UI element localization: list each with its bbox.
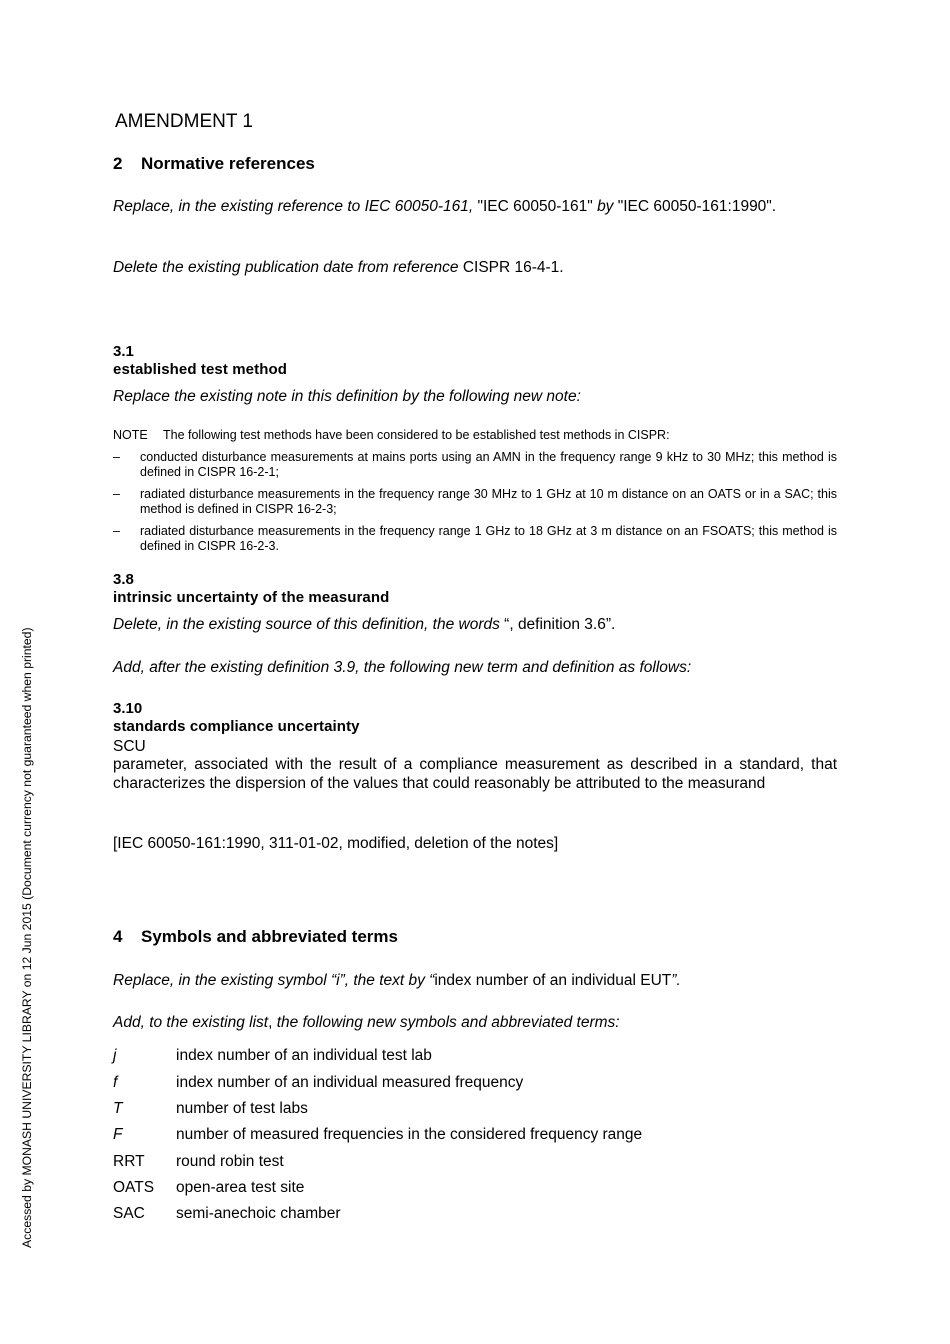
dash-marker: – bbox=[113, 487, 120, 501]
note-line bbox=[113, 428, 670, 443]
sec4-paragraph-2 bbox=[113, 1013, 837, 1032]
section-title: Symbols and abbreviated terms bbox=[141, 927, 398, 946]
quoted-text: “, definition 3.6”. bbox=[499, 616, 616, 633]
add-instruction: Add, after the existing definition 3.9, the following new term and definition as follows: bbox=[113, 659, 692, 676]
section-2-heading bbox=[113, 154, 315, 174]
note-list-item bbox=[113, 450, 837, 480]
section-number: 2 bbox=[113, 154, 123, 173]
access-watermark: Accessed by MONASH UNIVERSITY LIBRARY on 12 Jun 2015 (Document currency not guaranteed when printed) bbox=[20, 627, 34, 1248]
instruction-text: Delete the existing publication date from reference bbox=[113, 259, 459, 276]
instruction-text: ”. bbox=[671, 972, 681, 989]
symbol: F bbox=[113, 1126, 123, 1143]
term-3-10-number: 3.10 bbox=[113, 700, 143, 717]
amendment-title: AMENDMENT 1 bbox=[115, 111, 253, 132]
symbol-definition: number of test labs bbox=[176, 1100, 308, 1117]
list-item-text: radiated disturbance measurements in the frequency range 30 MHz to 1 GHz at 10 m distance on an OATS or in a SAC; this method is defined in CISPR 16-2-3; bbox=[140, 487, 837, 516]
instruction-text: Replace, in the existing symbol “i”, the text by “ bbox=[113, 972, 435, 989]
symbol-definition: open-area test site bbox=[176, 1179, 305, 1196]
term-3-1-title: established test method bbox=[113, 361, 288, 378]
symbol: j bbox=[113, 1047, 117, 1064]
quoted-text: "IEC 60050-161" bbox=[473, 198, 598, 215]
symbol-definition: index number of an individual measured frequency bbox=[176, 1074, 524, 1091]
term-3-8-instruction bbox=[113, 615, 837, 634]
quoted-text: "IEC 60050-161:1990". bbox=[613, 198, 777, 215]
symbol: OATS bbox=[113, 1179, 155, 1196]
note-list-item bbox=[113, 524, 837, 554]
term-3-1-number: 3.1 bbox=[113, 343, 134, 360]
dash-marker: – bbox=[113, 450, 120, 464]
symbol-definition: round robin test bbox=[176, 1153, 284, 1170]
note-list-item bbox=[113, 487, 837, 517]
note-text: The following test methods have been considered to be established test methods in CISPR: bbox=[163, 428, 670, 442]
symbol-definition: semi-anechoic chamber bbox=[176, 1205, 341, 1222]
symbol: f bbox=[113, 1074, 118, 1091]
term-3-10-source: [IEC 60050-161:1990, 311-01-02, modified, deletion of the notes] bbox=[113, 835, 559, 852]
dash-marker: – bbox=[113, 524, 120, 538]
term-3-8-title: intrinsic uncertainty of the measurand bbox=[113, 589, 390, 606]
instruction-text: Add, to the existing list bbox=[113, 1014, 269, 1031]
section-4-heading bbox=[113, 927, 398, 947]
sec2-paragraph-1 bbox=[113, 197, 837, 216]
symbol: RRT bbox=[113, 1153, 145, 1170]
list-item-text: conducted disturbance measurements at mains ports using an AMN in the frequency range 9 kHz to 30 MHz; this method is defined in CISPR 16-2-1; bbox=[140, 450, 837, 479]
term-3-1-instruction: Replace the existing note in this definition by the following new note: bbox=[113, 388, 581, 405]
reference-text: CISPR 16-4-1. bbox=[458, 259, 564, 276]
section-number: 4 bbox=[113, 927, 123, 946]
symbol-definition: number of measured frequencies in the considered frequency range bbox=[176, 1126, 643, 1143]
sec2-paragraph-2 bbox=[113, 258, 837, 277]
instruction-text: Delete, in the existing source of this definition, the words bbox=[113, 616, 500, 633]
term-3-10-title: standards compliance uncertainty bbox=[113, 718, 360, 735]
list-item-text: radiated disturbance measurements in the frequency range 1 GHz to 18 GHz at 3 m distance on an FSOATS; this method is defined in CISPR 16-2-3. bbox=[140, 524, 837, 553]
term-3-10-definition: parameter, associated with the result of a compliance measurement as described in a standard, that characterizes the dispersion of the values that could reasonably be attributed to the measurand bbox=[113, 756, 837, 792]
symbol-definition: index number of an individual test lab bbox=[176, 1047, 432, 1064]
punctuation: , bbox=[268, 1014, 273, 1031]
instruction-text: the following new symbols and abbreviated terms: bbox=[272, 1014, 620, 1031]
sec4-paragraph-1 bbox=[113, 971, 837, 990]
instruction-text: by bbox=[597, 198, 614, 215]
term-3-10-abbreviation: SCU bbox=[113, 738, 146, 755]
note-label: NOTE bbox=[113, 428, 148, 442]
symbol: SAC bbox=[113, 1205, 145, 1222]
term-3-8-number: 3.8 bbox=[113, 571, 134, 588]
symbol: T bbox=[113, 1100, 123, 1117]
section-title: Normative references bbox=[141, 154, 315, 173]
replacement-text: index number of an individual EUT bbox=[434, 972, 672, 989]
instruction-text: Replace, in the existing reference to IEC 60050-161, bbox=[113, 198, 474, 215]
